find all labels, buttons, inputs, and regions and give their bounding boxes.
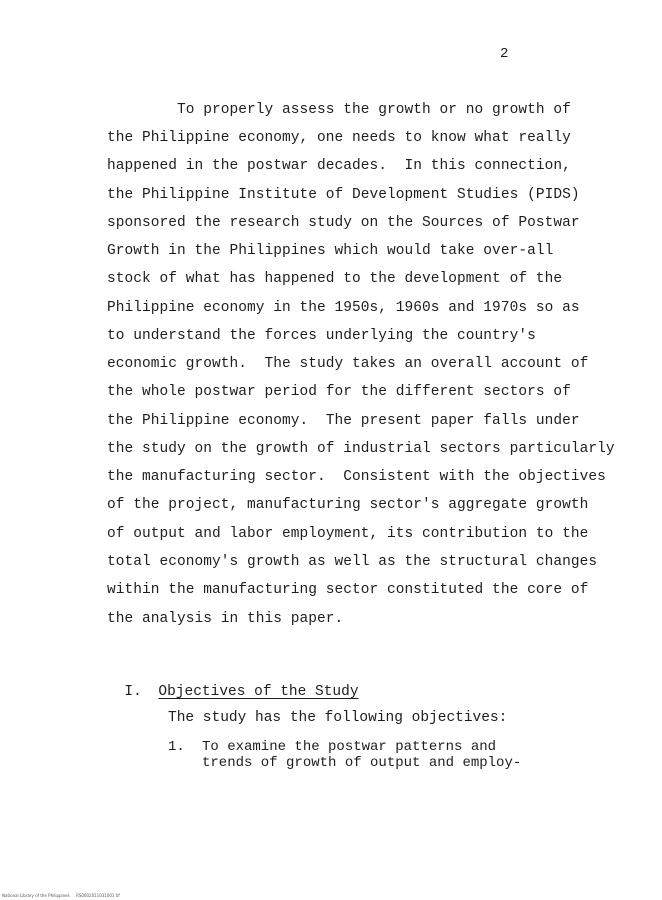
objective-item xyxy=(168,739,521,771)
paragraph-line: the analysis in this paper. xyxy=(107,611,344,627)
page-number: 2 xyxy=(500,46,509,62)
paragraph-line: the Philippine economy, one needs to know what really xyxy=(107,130,571,146)
paragraph-line: the Philippine economy. The present paper falls under xyxy=(107,413,580,429)
paragraph-line: of output and labor employment, its contribution to the xyxy=(107,526,589,542)
paragraph-line: economic growth. The study takes an overall account of xyxy=(107,356,589,372)
section-number: I. xyxy=(124,684,142,700)
objectives-intro: The study has the following objectives: xyxy=(168,710,508,726)
paragraph-line: Growth in the Philippines which would take over-all xyxy=(107,243,554,259)
objective-text: To examine the postwar patterns and trends of growth of output and employ- xyxy=(202,739,522,771)
paragraph-line: of the project, manufacturing sector's aggregate growth xyxy=(107,497,589,513)
paragraph-line: the Philippine Institute of Development Studies (PIDS) xyxy=(107,187,580,203)
paragraph-line: sponsored the research study on the Sources of Postwar xyxy=(107,215,580,231)
paragraph-line: within the manufacturing sector constituted the core of xyxy=(107,582,589,598)
paragraph-line: the manufacturing sector. Consistent with the objectives xyxy=(107,469,606,485)
paragraph-line: the study on the growth of industrial sectors particularly xyxy=(107,441,615,457)
objective-number: 1. xyxy=(168,739,185,755)
paragraph-line: happened in the postwar decades. In this connection, xyxy=(107,158,571,174)
paragraph-line: To properly assess the growth or no growth of xyxy=(107,102,571,118)
paragraph-line: total economy's growth as well as the structural changes xyxy=(107,554,598,570)
section-title: Objectives of the Study xyxy=(158,684,359,700)
paragraph-line: stock of what has happened to the development of the xyxy=(107,271,563,287)
section-heading xyxy=(107,668,359,700)
scan-footer-caption: National Library of the Philippines RS0002011031001 tif xyxy=(2,893,120,898)
paragraph-line: the whole postwar period for the different sectors of xyxy=(107,384,571,400)
paragraph-line: Philippine economy in the 1950s, 1960s and 1970s so as xyxy=(107,300,580,316)
paragraph-line: to understand the forces underlying the country's xyxy=(107,328,536,344)
